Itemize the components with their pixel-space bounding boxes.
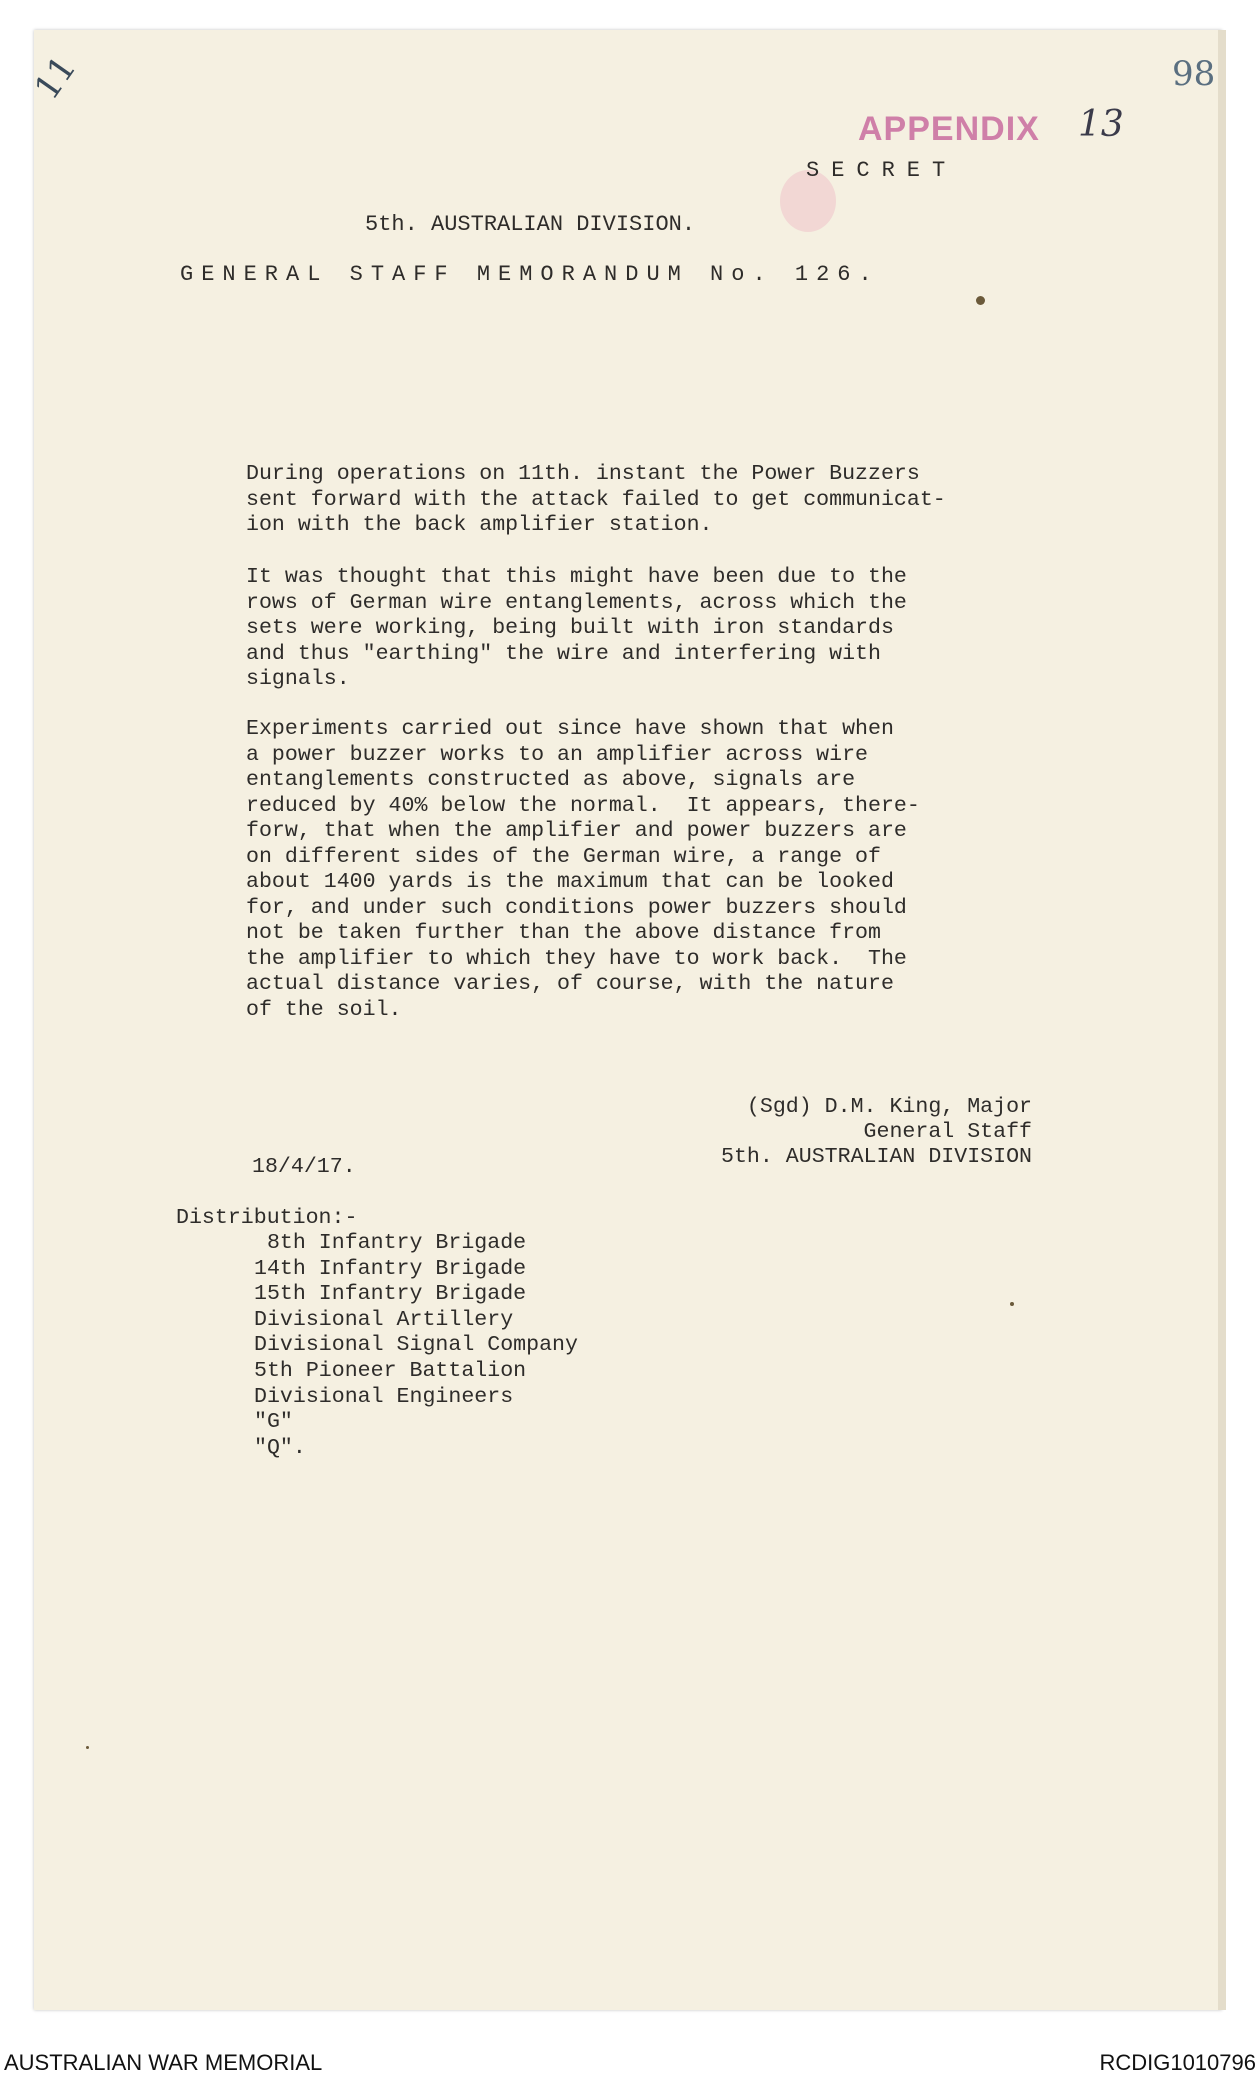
distribution-item: 5th Pioneer Battalion bbox=[254, 1358, 527, 1383]
distribution-item: "G" bbox=[254, 1410, 293, 1435]
division-heading: 5th. AUSTRALIAN DIVISION. bbox=[365, 212, 696, 237]
signature-title: General Staff bbox=[863, 1120, 1032, 1144]
distribution-item: Divisional Artillery bbox=[254, 1307, 514, 1332]
ink-speck bbox=[1010, 1302, 1014, 1306]
appendix-stamp: APPENDIX bbox=[858, 110, 1040, 148]
body-paragraph: It was thought that this might have been due to the rows of German wire entanglements, across which the sets were working, being built with iron standards and thus "earthing" the wire and interfering with signals. bbox=[246, 565, 907, 691]
memo-date: 18/4/17. bbox=[252, 1155, 356, 1179]
distribution-item: Divisional Engineers bbox=[254, 1384, 514, 1409]
signature-name: (Sgd) D.M. King, Major bbox=[746, 1095, 1032, 1119]
distribution-heading: Distribution:- bbox=[176, 1206, 358, 1230]
distribution-item: 15th Infantry Brigade bbox=[254, 1282, 527, 1307]
appendix-handwritten-number: 13 bbox=[1078, 104, 1124, 145]
signature-unit: 5th. AUSTRALIAN DIVISION bbox=[720, 1145, 1032, 1169]
distribution-item: Divisional Signal Company bbox=[254, 1333, 578, 1358]
footer-catalogue-id: RCDIG1010796 bbox=[1099, 2050, 1256, 2075]
body-paragraph: During operations on 11th. instant the Power Buzzers sent forward with the attack failed to get communicat- ion with the back amplifier station. bbox=[246, 462, 946, 537]
memo-title: GENERAL STAFF MEMORANDUM No. 126. bbox=[180, 262, 880, 287]
distribution-list bbox=[254, 1231, 578, 1461]
footer-credit: AUSTRALIAN WAR MEMORIAL bbox=[4, 2050, 323, 2075]
classification-label: SECRET bbox=[806, 158, 958, 183]
distribution-item: 14th Infantry Brigade bbox=[254, 1256, 527, 1281]
distribution-item: 8th Infantry Brigade bbox=[254, 1231, 527, 1255]
ink-speck bbox=[976, 296, 985, 305]
ink-speck bbox=[86, 1746, 89, 1749]
page-edge bbox=[1218, 30, 1226, 2010]
margin-note: 11 bbox=[26, 48, 85, 108]
folio-number: 98 bbox=[1172, 54, 1216, 94]
distribution-item: "Q". bbox=[254, 1435, 306, 1460]
signature-block bbox=[560, 1095, 1032, 1170]
body-paragraph: Experiments carried out since have shown that when a power buzzer works to an amplifier across wire entanglements constructed as above, signals are reduced by 40% below the normal. It appears, there- forw, that when the amplifier and power buzzers are on different sides of the German wire, a range of about 1400 yards is the maximum that can be looked for, and under such conditions power buzzers should not be taken further than the above distance from the amplifier to which they have to work back. The actual distance varies, of course, with the nature of the soil. bbox=[246, 717, 920, 1022]
